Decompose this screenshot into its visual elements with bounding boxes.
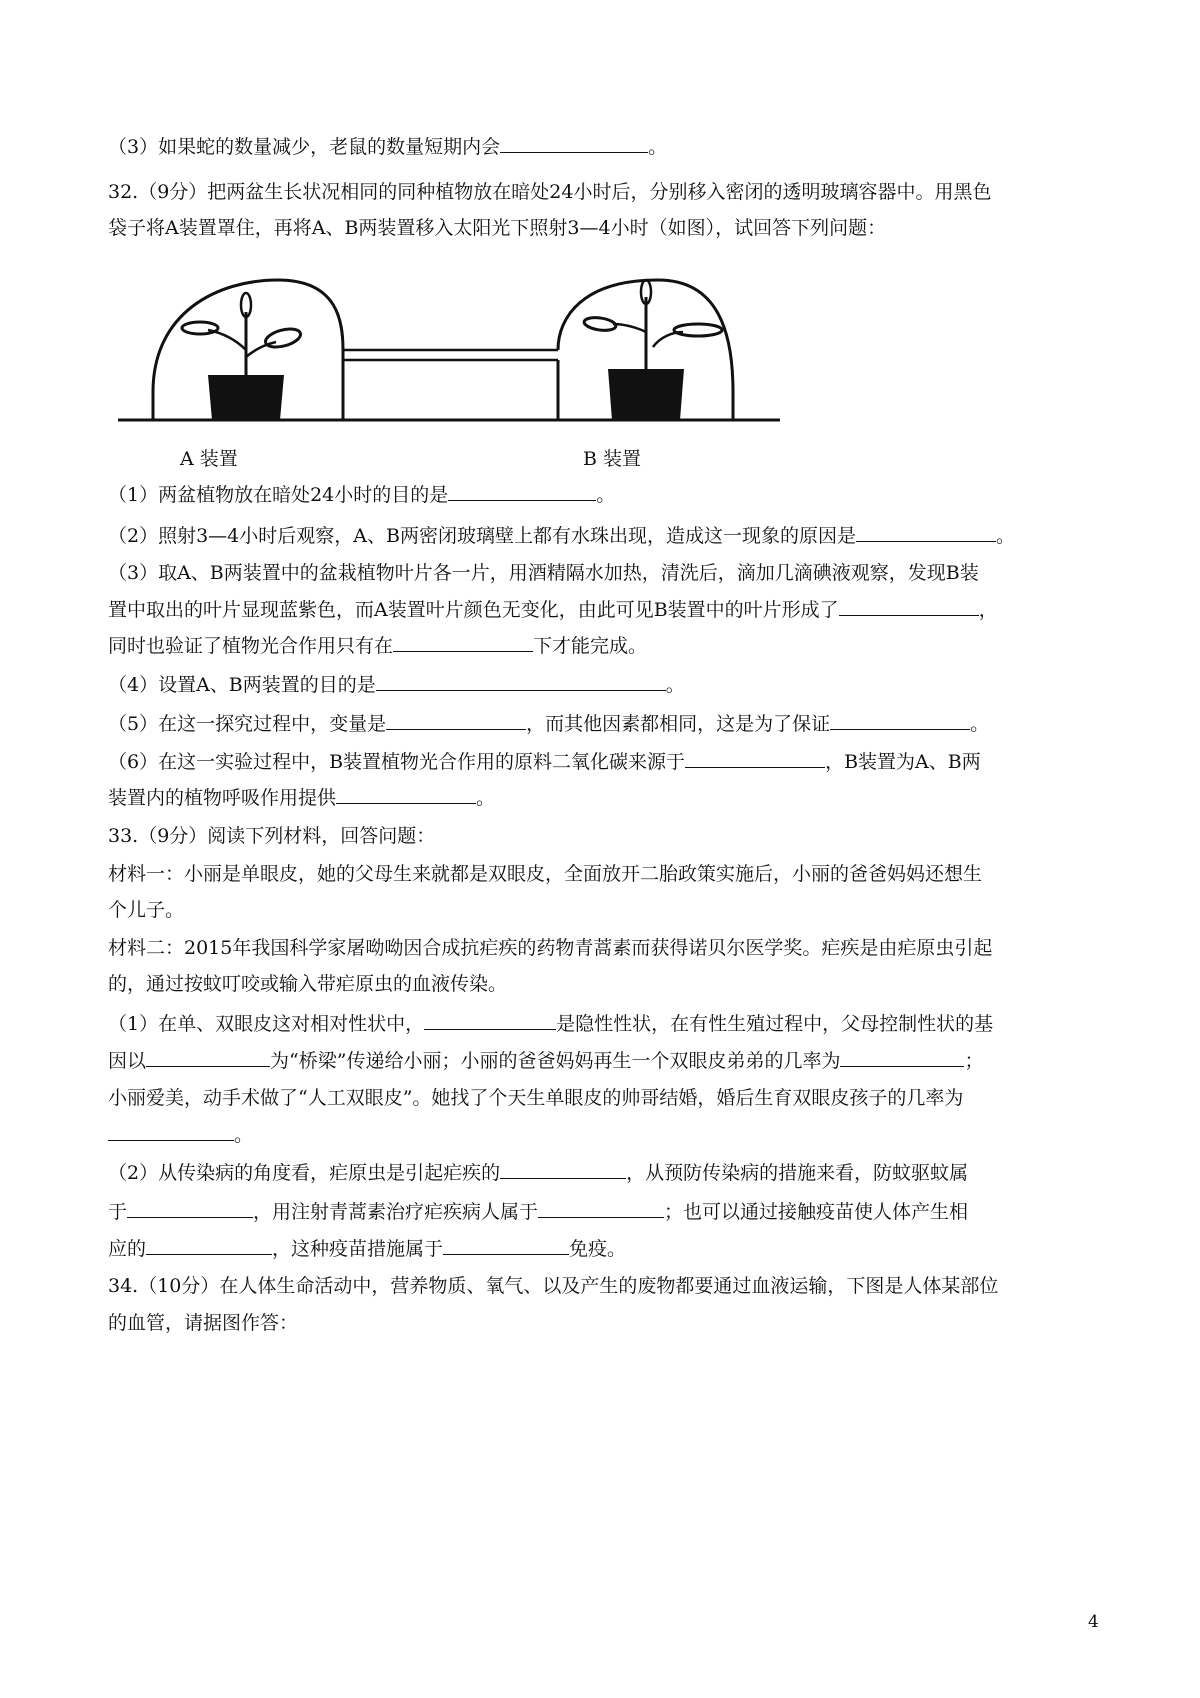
answer-blank[interactable] xyxy=(146,1048,270,1067)
label-b: B 装置 xyxy=(583,448,642,470)
answer-blank[interactable] xyxy=(108,1122,234,1141)
q33-2-line-3: 应的 ，这种疫苗措施属于 免疫。 xyxy=(108,1238,627,1260)
q33-stem-line: 33.（9分）阅读下列材料，回答问题： xyxy=(108,825,436,847)
material-2-line-2: 的，通过按蚊叮咬或输入带疟原虫的血液传染。 xyxy=(108,973,508,995)
q32-6-line-2: 装置内的植物呼吸作用提供 。 xyxy=(108,787,496,809)
experiment-apparatus-figure xyxy=(108,272,888,512)
leaf-b-right xyxy=(674,324,722,336)
answer-blank[interactable] xyxy=(376,672,666,691)
answer-blank[interactable] xyxy=(830,711,970,730)
q32-stem-line-2: 袋子将A装置罩住，再将A、B两装置移入太阳光下照射3—4小时（如图），试回答下列问题： xyxy=(108,217,887,239)
pot-a xyxy=(208,375,284,420)
q33-2-line-2: 于 ，用注射青蒿素治疗疟疾病人属于 ；也可以通过接触疫苗使人体产生相 xyxy=(108,1201,969,1223)
q31-3-line: （3）如果蛇的数量减少，老鼠的数量短期内会 。 xyxy=(108,136,668,158)
leaf-a-left xyxy=(182,322,218,334)
answer-blank[interactable] xyxy=(856,523,996,542)
material-1-line-2: 个儿子。 xyxy=(108,899,185,921)
q34-stem-line-2: 的血管，请据图作答： xyxy=(108,1312,299,1334)
q32-4-line: （4）设置A、B两装置的目的是 。 xyxy=(108,674,685,696)
leaf-b-left xyxy=(583,316,616,332)
q32-1-line: （1）两盆植物放在暗处24小时的目的是 。 xyxy=(108,484,616,506)
pot-b xyxy=(608,369,684,420)
q32-5-line: （5）在这一探究过程中，变量是 ，而其他因素都相同，这是为了保证 。 xyxy=(108,713,990,735)
answer-blank[interactable] xyxy=(424,1011,556,1030)
answer-blank[interactable] xyxy=(448,482,596,501)
q33-1-line-1: （1）在单、双眼皮这对相对性状中， 是隐性性状，在有性生殖过程中，父母控制性状的基 xyxy=(108,1013,994,1035)
label-a: A 装置 xyxy=(180,448,238,470)
q33-1-line-2: 因以 为“桥梁”传递给小丽；小丽的爸爸妈妈再生一个双眼皮弟弟的几率为 ； xyxy=(108,1050,984,1072)
answer-blank[interactable] xyxy=(393,633,533,652)
q34-stem-line-1: 34.（10分）在人体生命活动中，营养物质、氧气、以及产生的废物都要通过血液运输，下图是人体某部位 xyxy=(108,1275,999,1297)
answer-blank[interactable] xyxy=(146,1236,272,1255)
answer-blank[interactable] xyxy=(840,1048,964,1067)
answer-blank[interactable] xyxy=(538,1199,664,1218)
answer-blank[interactable] xyxy=(336,785,476,804)
q32-3-line-2: 置中取出的叶片显现蓝紫色，而A装置叶片颜色无变化，由此可见B装置中的叶片形成了 ， xyxy=(108,599,998,621)
q33-1-line-4: 。 xyxy=(108,1122,253,1147)
answer-blank[interactable] xyxy=(443,1236,569,1255)
q33-1-line-3: 小丽爱美，动手术做了“人工双眼皮”。她找了个天生单眼皮的帅哥结婚，婚后生育双眼皮孩子的几率为 xyxy=(108,1087,964,1109)
q32-6-line-1: （6）在这一实验过程中，B装置植物光合作用的原料二氧化碳来源于 ，B装置为A、B两 xyxy=(108,751,981,773)
answer-blank[interactable] xyxy=(500,1160,626,1179)
material-1-line-1: 材料一：小丽是单眼皮，她的父母生来就都是双眼皮，全面放开二胎政策实施后，小丽的爸爸妈妈还想生 xyxy=(108,863,983,885)
answer-blank[interactable] xyxy=(127,1199,253,1218)
answer-blank[interactable] xyxy=(685,749,825,768)
answer-blank[interactable] xyxy=(839,597,979,616)
q32-2-line: （2）照射3—4小时后观察，A、B两密闭玻璃壁上都有水珠出现，造成这一现象的原因是 。 xyxy=(108,525,1015,547)
answer-blank[interactable] xyxy=(386,711,526,730)
answer-blank[interactable] xyxy=(500,134,648,153)
q32-stem-line-1: 32.（9分）把两盆生长状况相同的同种植物放在暗处24小时后，分别移入密闭的透明玻璃容器中。用黑色 xyxy=(108,181,992,203)
q32-3-line-3: 同时也验证了植物光合作用只有在 下才能完成。 xyxy=(108,635,648,657)
leaf-a-right xyxy=(264,326,303,351)
q32-3-line-1: （3）取A、B两装置中的盆栽植物叶片各一片，用酒精隔水加热，清洗后，滴加几滴碘液观察，发现B装 xyxy=(108,562,979,584)
q33-2-line-1: （2）从传染病的角度看，疟原虫是引起疟疾的 ，从预防传染病的措施来看，防蚊驱蚊属 xyxy=(108,1162,969,1184)
page-number: 4 xyxy=(1088,1612,1099,1632)
material-2-line-1: 材料二：2015年我国科学家屠呦呦因合成抗疟疾的药物青蒿素而获得诺贝尔医学奖。疟疾是由疟原虫引起 xyxy=(108,937,993,959)
